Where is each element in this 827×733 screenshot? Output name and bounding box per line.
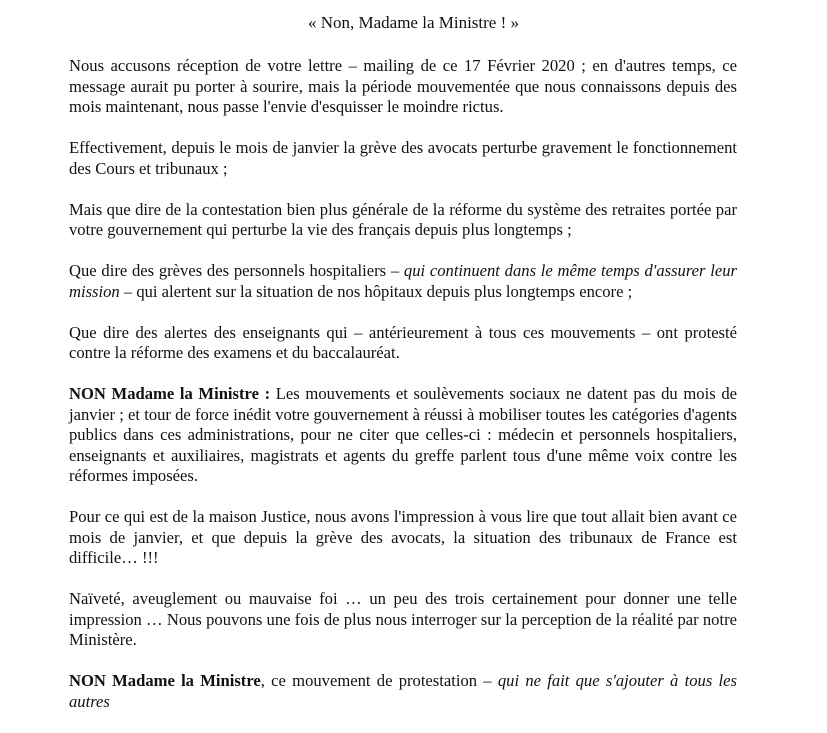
- paragraph-italic-text: qui ne fait que s'ajouter à tous les autres: [69, 671, 737, 711]
- paragraph-non-madame-protestation: [69, 671, 737, 712]
- paragraph-greve-avocats: Effectivement, depuis le mois de janvier la grève des avocats perturbe gravement le fonctionnement des Cours et tribunaux ;: [69, 138, 737, 178]
- paragraph-reforme-retraites: Mais que dire de la contestation bien plus générale de la réforme du système des retraites portée par votre gouvernement qui perturbe la vie des français depuis plus longtemps ;: [69, 199, 737, 239]
- paragraph-bold-text: NON Madame la Ministre: [69, 671, 261, 690]
- paragraph-maison-justice: Pour ce qui est de la maison Justice, nous avons l'impression à vous lire que tout allait bien avant ce mois de janvier, et que depuis la grève des avocats, la situation des tribunaux de France est difficile… !!!: [69, 507, 737, 567]
- paragraph-accuse-reception: Nous accusons réception de votre lettre – mailing de ce 17 Février 2020 ; en d'autres temps, ce message aurait pu porter à sourire, mais la période mouvementée que nous connaissons depuis des mois maintenant, nous passe l'envie d'esquisser le moindre rictus.: [69, 56, 737, 116]
- document-body: [69, 56, 737, 733]
- paragraph-text: Que dire des grèves des personnels hospitaliers –: [69, 261, 404, 280]
- document-title: « Non, Madame la Ministre ! »: [307, 13, 520, 32]
- paragraph-text: Les mouvements et soulèvements sociaux ne datent pas du mois de janvier ; et tour de force inédit votre gouvernement à réussi à mobiliser toutes les catégories d'agents publics dans ces administrations, pour ne citer que celles-ci : médecin et personnels hospitaliers, enseignants et auxiliaires, magistrats et agents du greffe parlent tous d'une même voix contre les réformes imposées.: [69, 384, 737, 485]
- paragraph-text: , ce mouvement de protestation –: [260, 671, 498, 690]
- paragraph-text: – qui alertent sur la situation de nos hôpitaux depuis plus longtemps encore ;: [119, 281, 633, 301]
- paragraph-enseignants: Que dire des alertes des enseignants qui – antérieurement à tous ces mouvements – ont protesté contre la réforme des examens et du baccalauréat.: [69, 322, 737, 362]
- paragraph-naivete: Naïveté, aveuglement ou mauvaise foi … un peu des trois certainement pour donner une telle impression … Nous pouvons une fois de plus nous interroger sur la perception de la réalité par notre Ministère.: [69, 589, 737, 649]
- paragraph-italic-text: qui continuent dans le même temps d'assurer leur mission: [69, 261, 737, 301]
- paragraph-non-madame-mouvements: [69, 384, 737, 487]
- paragraph-personnels-hospitaliers: [69, 261, 737, 302]
- paragraph-bold-text: NON Madame la Ministre :: [69, 384, 271, 403]
